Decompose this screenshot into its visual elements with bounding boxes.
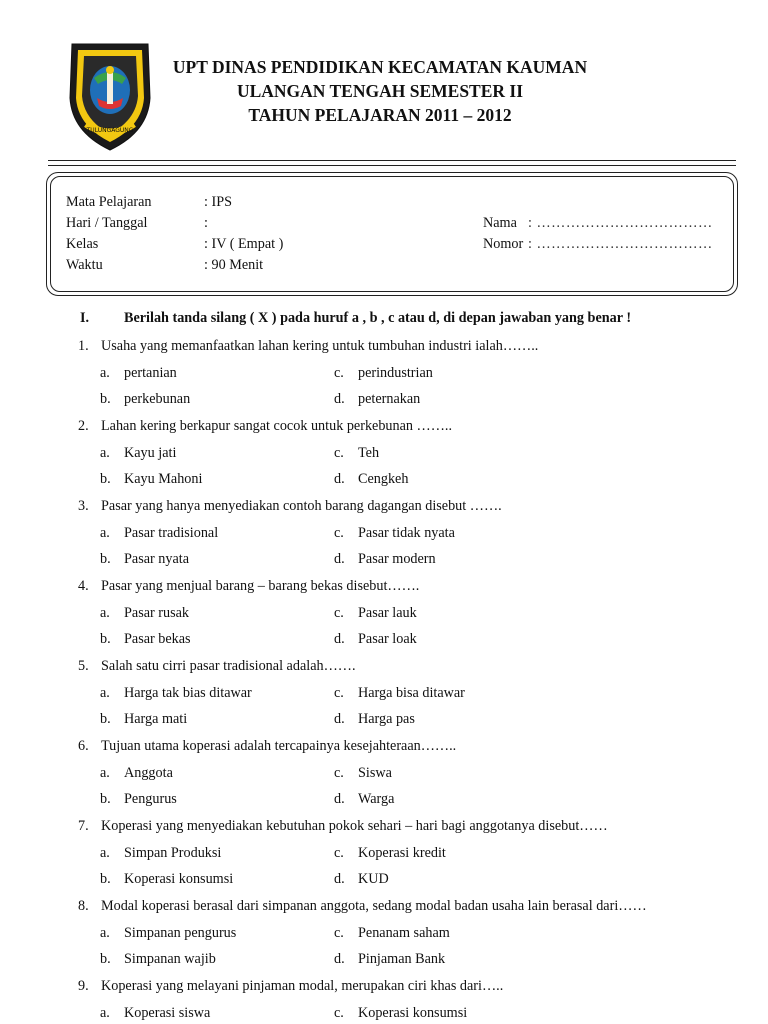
option-b[interactable] xyxy=(100,791,177,808)
question-7 xyxy=(78,818,608,835)
option-letter: c. xyxy=(334,604,344,621)
option-text: perkebunan xyxy=(124,391,191,407)
option-d[interactable] xyxy=(334,871,389,888)
option-d[interactable] xyxy=(334,551,436,568)
option-text: Pasar bekas xyxy=(124,631,191,647)
option-letter: d. xyxy=(334,551,345,567)
option-letter: d. xyxy=(334,391,345,407)
option-a[interactable] xyxy=(100,1005,210,1022)
option-letter: a. xyxy=(100,604,110,621)
option-letter: c. xyxy=(334,684,344,701)
option-text: Anggota xyxy=(124,764,173,781)
option-letter: d. xyxy=(334,951,345,967)
option-letter: a. xyxy=(100,844,110,861)
option-text: Warga xyxy=(358,791,395,807)
time-label: Waktu xyxy=(66,257,103,273)
option-b[interactable] xyxy=(100,951,216,968)
option-d[interactable] xyxy=(334,631,417,648)
question-number: 1. xyxy=(78,338,89,354)
option-text: pertanian xyxy=(124,364,177,381)
option-a[interactable] xyxy=(100,925,236,942)
name-label: Nama xyxy=(483,215,517,231)
option-letter: a. xyxy=(100,924,110,941)
number-fill-line[interactable]: : ……………………………… xyxy=(528,236,713,252)
question-text: Modal koperasi berasal dari simpanan anggota, sedang modal badan usaha lain berasal dari…… xyxy=(101,898,647,914)
option-letter: d. xyxy=(334,791,345,807)
option-letter: b. xyxy=(100,951,111,967)
time-value: : 90 Menit xyxy=(204,257,264,273)
option-text: Siswa xyxy=(358,764,392,781)
question-text: Pasar yang hanya menyediakan contoh barang dagangan disebut ……. xyxy=(101,498,502,514)
regency-emblem-logo xyxy=(64,40,156,152)
option-letter: c. xyxy=(334,924,344,941)
option-b[interactable] xyxy=(100,391,190,408)
option-text: Harga mati xyxy=(124,711,188,727)
section-number: I. xyxy=(80,310,90,326)
option-text: perindustrian xyxy=(358,364,433,381)
option-c[interactable] xyxy=(334,445,379,462)
question-4 xyxy=(78,578,419,595)
option-a[interactable] xyxy=(100,445,176,462)
logo-ribbon-text: TULUNGAGUNG xyxy=(86,127,134,134)
option-text: Simpanan wajib xyxy=(124,951,216,967)
option-letter: b. xyxy=(100,551,111,567)
option-letter: a. xyxy=(100,1004,110,1021)
option-text: Pasar lauk xyxy=(358,604,417,621)
date-label: Hari / Tanggal xyxy=(66,215,148,231)
option-b[interactable] xyxy=(100,551,189,568)
option-c[interactable] xyxy=(334,685,465,702)
option-text: Kayu jati xyxy=(124,444,177,461)
question-text: Koperasi yang melayani pinjaman modal, merupakan ciri khas dari….. xyxy=(101,978,504,994)
option-text: Penanam saham xyxy=(358,924,450,941)
option-b[interactable] xyxy=(100,711,187,728)
option-letter: d. xyxy=(334,711,345,727)
question-1 xyxy=(78,338,538,355)
question-number: 4. xyxy=(78,578,89,594)
option-letter: c. xyxy=(334,364,344,381)
question-number: 5. xyxy=(78,658,89,674)
option-text: Pasar tradisional xyxy=(124,524,219,541)
option-text: Koperasi konsumsi xyxy=(358,1004,468,1021)
option-c[interactable] xyxy=(334,605,417,622)
name-fill-line[interactable]: : ……………………………… xyxy=(528,215,713,231)
option-letter: a. xyxy=(100,364,110,381)
option-text: peternakan xyxy=(358,391,421,407)
question-3 xyxy=(78,498,502,515)
option-c[interactable] xyxy=(334,845,446,862)
option-b[interactable] xyxy=(100,871,233,888)
option-d[interactable] xyxy=(334,391,420,408)
academic-year-title: TAHUN PELAJARAN 2011 – 2012 xyxy=(248,105,512,125)
question-number: 3. xyxy=(78,498,89,514)
option-letter: b. xyxy=(100,791,111,807)
option-text: Teh xyxy=(358,444,380,461)
header-divider-bottom xyxy=(48,165,736,166)
option-c[interactable] xyxy=(334,765,392,782)
option-text: Harga bisa ditawar xyxy=(358,684,465,701)
option-text: Pasar modern xyxy=(358,551,436,567)
number-label: Nomor xyxy=(483,236,524,252)
option-text: Pasar rusak xyxy=(124,604,190,621)
question-6 xyxy=(78,738,456,755)
class-value: : IV ( Empat ) xyxy=(204,236,284,252)
option-letter: c. xyxy=(334,1004,344,1021)
option-d[interactable] xyxy=(334,951,445,968)
option-text: Simpanan pengurus xyxy=(124,924,237,941)
option-text: Cengkeh xyxy=(358,471,409,487)
option-letter: c. xyxy=(334,444,344,461)
option-letter: b. xyxy=(100,471,111,487)
subject-label: Mata Pelajaran xyxy=(66,194,152,210)
question-text: Koperasi yang menyediakan kebutuhan pokok sehari – hari bagi anggotanya disebut…… xyxy=(101,818,608,834)
option-letter: c. xyxy=(334,844,344,861)
option-text: KUD xyxy=(358,871,389,887)
option-a[interactable] xyxy=(100,605,189,622)
section-instruction: Berilah tanda silang ( X ) pada huruf a , b , c atau d, di depan jawaban yang benar ! xyxy=(124,310,632,326)
option-a[interactable] xyxy=(100,845,221,862)
option-c[interactable] xyxy=(334,525,455,542)
option-letter: b. xyxy=(100,631,111,647)
question-8 xyxy=(78,898,647,915)
class-label: Kelas xyxy=(66,236,99,252)
option-letter: b. xyxy=(100,391,111,407)
option-letter: a. xyxy=(100,684,110,701)
header-divider-top xyxy=(48,160,736,161)
question-2 xyxy=(78,418,452,435)
option-d[interactable] xyxy=(334,711,415,728)
date-value: : xyxy=(204,215,208,231)
option-letter: a. xyxy=(100,444,110,461)
question-number: 8. xyxy=(78,898,89,914)
header-titles xyxy=(150,55,610,127)
option-letter: c. xyxy=(334,524,344,541)
option-b[interactable] xyxy=(100,471,202,488)
option-text: Koperasi kredit xyxy=(358,844,446,861)
option-a[interactable] xyxy=(100,765,173,782)
option-c[interactable] xyxy=(334,925,450,942)
option-text: Koperasi siswa xyxy=(124,1004,211,1021)
option-c[interactable] xyxy=(334,365,433,382)
option-text: Pasar nyata xyxy=(124,551,190,567)
option-letter: d. xyxy=(334,471,345,487)
question-text: Salah satu cirri pasar tradisional adalah……. xyxy=(101,658,356,674)
option-a[interactable] xyxy=(100,365,177,382)
option-a[interactable] xyxy=(100,685,252,702)
option-letter: a. xyxy=(100,764,110,781)
option-letter: b. xyxy=(100,711,111,727)
option-text: Koperasi konsumsi xyxy=(124,871,234,887)
question-5 xyxy=(78,658,356,675)
option-d[interactable] xyxy=(334,791,394,808)
option-text: Harga pas xyxy=(358,711,415,727)
question-number: 2. xyxy=(78,418,89,434)
question-text: Lahan kering berkapur sangat cocok untuk perkebunan …….. xyxy=(101,418,453,434)
option-text: Harga tak bias ditawar xyxy=(124,684,252,701)
option-c[interactable] xyxy=(334,1005,467,1022)
option-letter: d. xyxy=(334,631,345,647)
question-number: 7. xyxy=(78,818,89,834)
option-text: Kayu Mahoni xyxy=(124,471,203,487)
question-text: Usaha yang memanfaatkan lahan kering untuk tumbuhan industri ialah…….. xyxy=(101,338,539,354)
option-text: Pasar loak xyxy=(358,631,417,647)
question-text: Tujuan utama koperasi adalah tercapainya kesejahteraan…….. xyxy=(101,738,457,754)
question-number: 6. xyxy=(78,738,89,754)
question-text: Pasar yang menjual barang – barang bekas disebut……. xyxy=(101,578,420,594)
option-d[interactable] xyxy=(334,471,408,488)
option-letter: d. xyxy=(334,871,345,887)
subject-value: : IPS xyxy=(204,194,232,210)
exam-title: ULANGAN TENGAH SEMESTER II xyxy=(236,81,524,101)
question-number: 9. xyxy=(78,978,89,994)
question-9 xyxy=(78,978,503,995)
option-text: Simpan Produksi xyxy=(124,844,222,861)
option-text: Pengurus xyxy=(124,791,177,807)
option-letter: c. xyxy=(334,764,344,781)
option-text: Pinjaman Bank xyxy=(358,951,446,967)
option-letter: b. xyxy=(100,871,111,887)
option-letter: a. xyxy=(100,524,110,541)
option-text: Pasar tidak nyata xyxy=(358,524,455,541)
option-a[interactable] xyxy=(100,525,218,542)
option-b[interactable] xyxy=(100,631,191,648)
agency-title: UPT DINAS PENDIDIKAN KECAMATAN KAUMAN xyxy=(172,57,588,77)
